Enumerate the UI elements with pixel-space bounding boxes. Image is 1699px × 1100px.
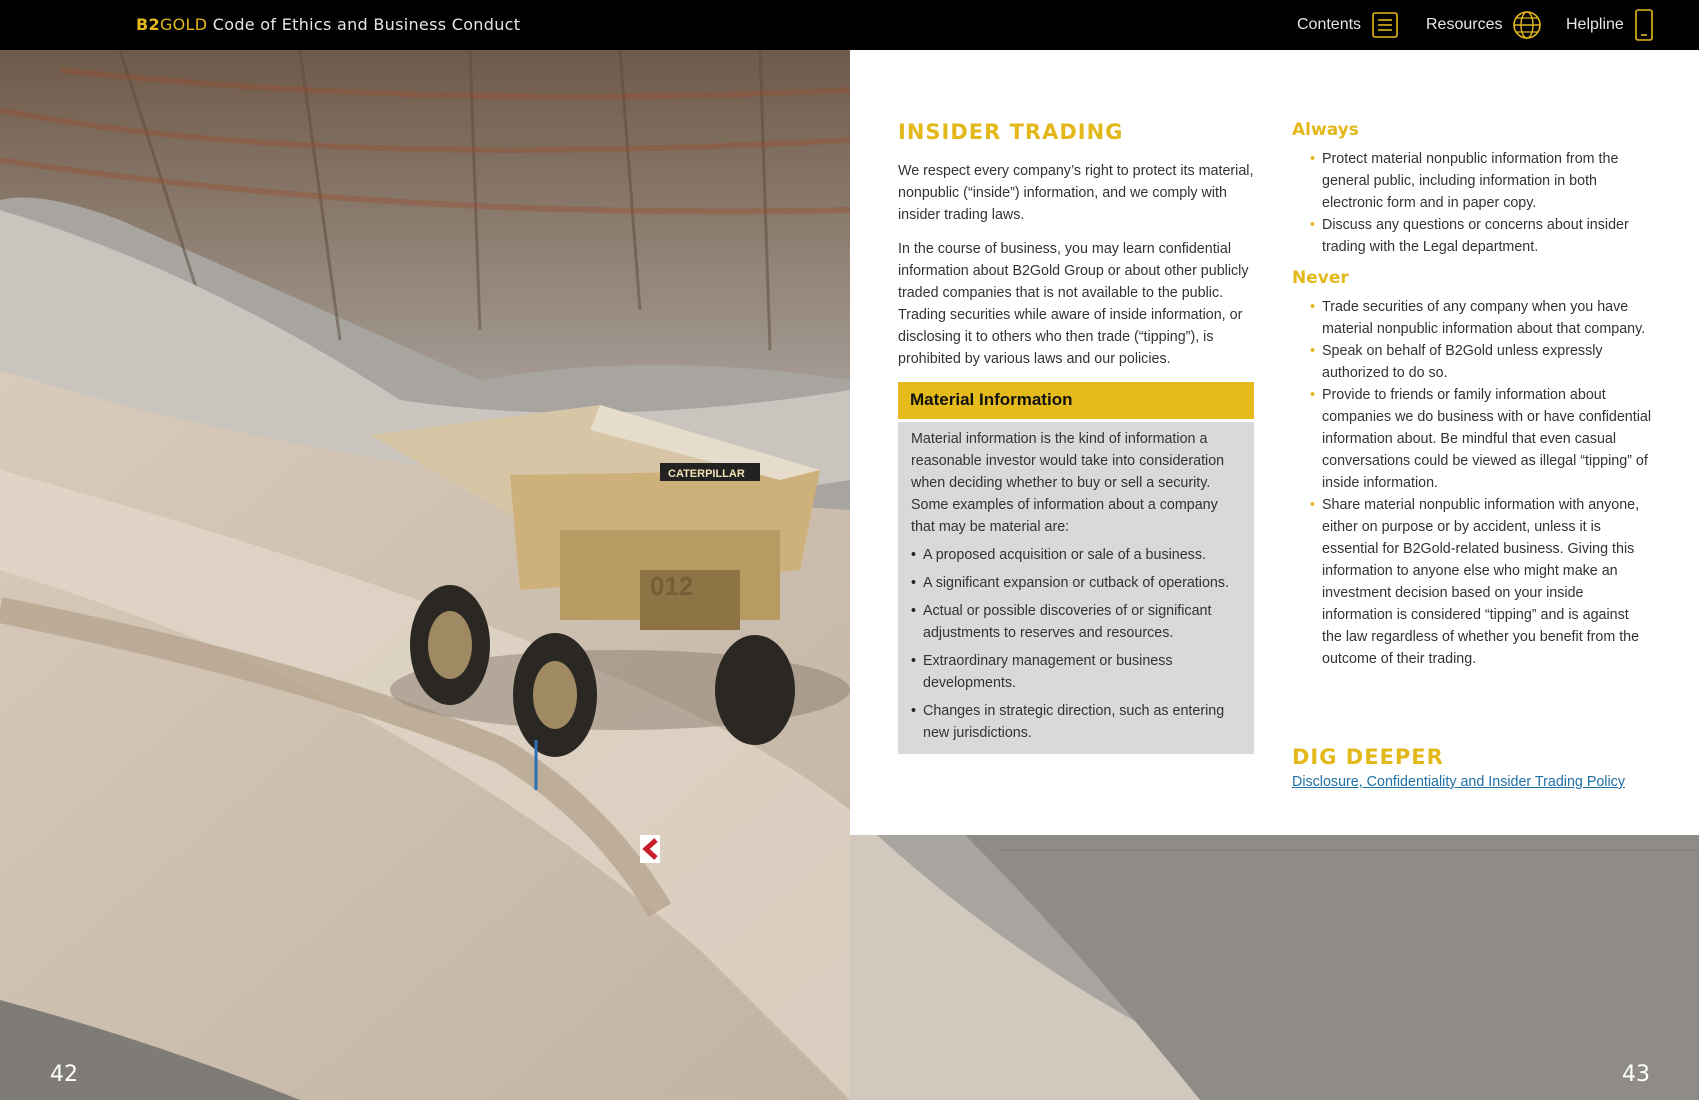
nav-contents-label: Contents bbox=[1297, 16, 1362, 33]
list-item: • Trade securities of any company when you have material nonpublic information about that company. bbox=[1322, 296, 1652, 340]
intro-paragraph: We respect every company’s right to protect its material, nonpublic (“inside”) information, and we comply with insider trading laws. bbox=[898, 163, 1254, 223]
material-information-heading: Material Information bbox=[898, 382, 1254, 419]
dig-deeper-section bbox=[1292, 745, 1672, 791]
list-item: • Changes in strategic direction, such as entering new jurisdictions. bbox=[911, 700, 1241, 744]
globe-icon bbox=[1512, 10, 1542, 40]
brand-b2: B2 bbox=[136, 15, 160, 34]
list-item: • A proposed acquisition or sale of a business. bbox=[911, 544, 1241, 566]
right-column bbox=[1292, 120, 1652, 680]
body-paragraph: In the course of business, you may learn confidential information about B2Gold Group or about other publicly traded companies that is not available to the public. Trading securities while aware of inside information, or disclosing it to others who then trade (“tipping”), is prohibited by various laws and our policies. bbox=[898, 241, 1249, 367]
truck-number-label: 012 bbox=[650, 571, 694, 601]
never-list bbox=[1292, 296, 1652, 670]
page-number-left: 42 bbox=[50, 1062, 78, 1087]
policy-link[interactable]: Disclosure, Confidentiality and Insider Trading Policy bbox=[1292, 774, 1625, 790]
brand-gold: GOLD bbox=[159, 15, 208, 34]
material-examples-list bbox=[911, 544, 1241, 744]
list-item: • Protect material nonpublic information from the general public, including information in both electronic form and in paper copy. bbox=[1322, 148, 1652, 214]
never-heading: Never bbox=[1292, 268, 1349, 288]
material-information-text: Material information is the kind of information a reasonable investor would take into consideration when deciding whether to buy or sell a security. Some examples of information about a company that may be material are: bbox=[911, 431, 1225, 535]
contents-icon bbox=[1371, 11, 1399, 39]
left-column bbox=[898, 120, 1254, 754]
phone-icon bbox=[1634, 9, 1654, 41]
nav-resources[interactable] bbox=[1426, 0, 1542, 50]
dig-deeper-heading: DIG DEEPER bbox=[1292, 745, 1444, 769]
list-item: • Provide to friends or family information about companies we do business with or have confidential information about. Be mindful that even casual conversations could be viewed as illegal “tipping” of inside information. bbox=[1322, 384, 1652, 494]
always-list bbox=[1292, 148, 1652, 258]
page-number-right: 43 bbox=[1622, 1062, 1650, 1087]
nav-helpline-label: Helpline bbox=[1566, 16, 1624, 33]
list-item: • A significant expansion or cutback of operations. bbox=[911, 572, 1241, 594]
nav-helpline[interactable] bbox=[1566, 0, 1654, 50]
material-information-box bbox=[898, 422, 1254, 754]
list-item: • Actual or possible discoveries of or significant adjustments to reserves and resources. bbox=[911, 600, 1241, 644]
list-item: • Extraordinary management or business developments. bbox=[911, 650, 1241, 694]
list-item: • Discuss any questions or concerns about insider trading with the Legal department. bbox=[1322, 214, 1652, 258]
list-item: • Share material nonpublic information with anyone, either on purpose or by accident, unless it is essential for B2Gold-related business. Giving this information to anyone else who might make an investment decision based on your inside information is considered “tipping” and is against the law regardless of whether you benefit from the outcome of their trading. bbox=[1322, 494, 1652, 670]
truck-brand-label: CATERPILLAR bbox=[668, 468, 745, 480]
nav-resources-label: Resources bbox=[1426, 16, 1503, 33]
brand-title bbox=[136, 15, 520, 34]
page-title: INSIDER TRADING bbox=[898, 120, 1124, 144]
top-bar bbox=[0, 0, 1699, 50]
nav-contents[interactable] bbox=[1297, 0, 1399, 50]
list-item: • Speak on behalf of B2Gold unless expressly authorized to do so. bbox=[1322, 340, 1652, 384]
always-heading: Always bbox=[1292, 120, 1359, 140]
content-panel bbox=[850, 50, 1699, 835]
brand-document-title: Code of Ethics and Business Conduct bbox=[207, 15, 521, 34]
